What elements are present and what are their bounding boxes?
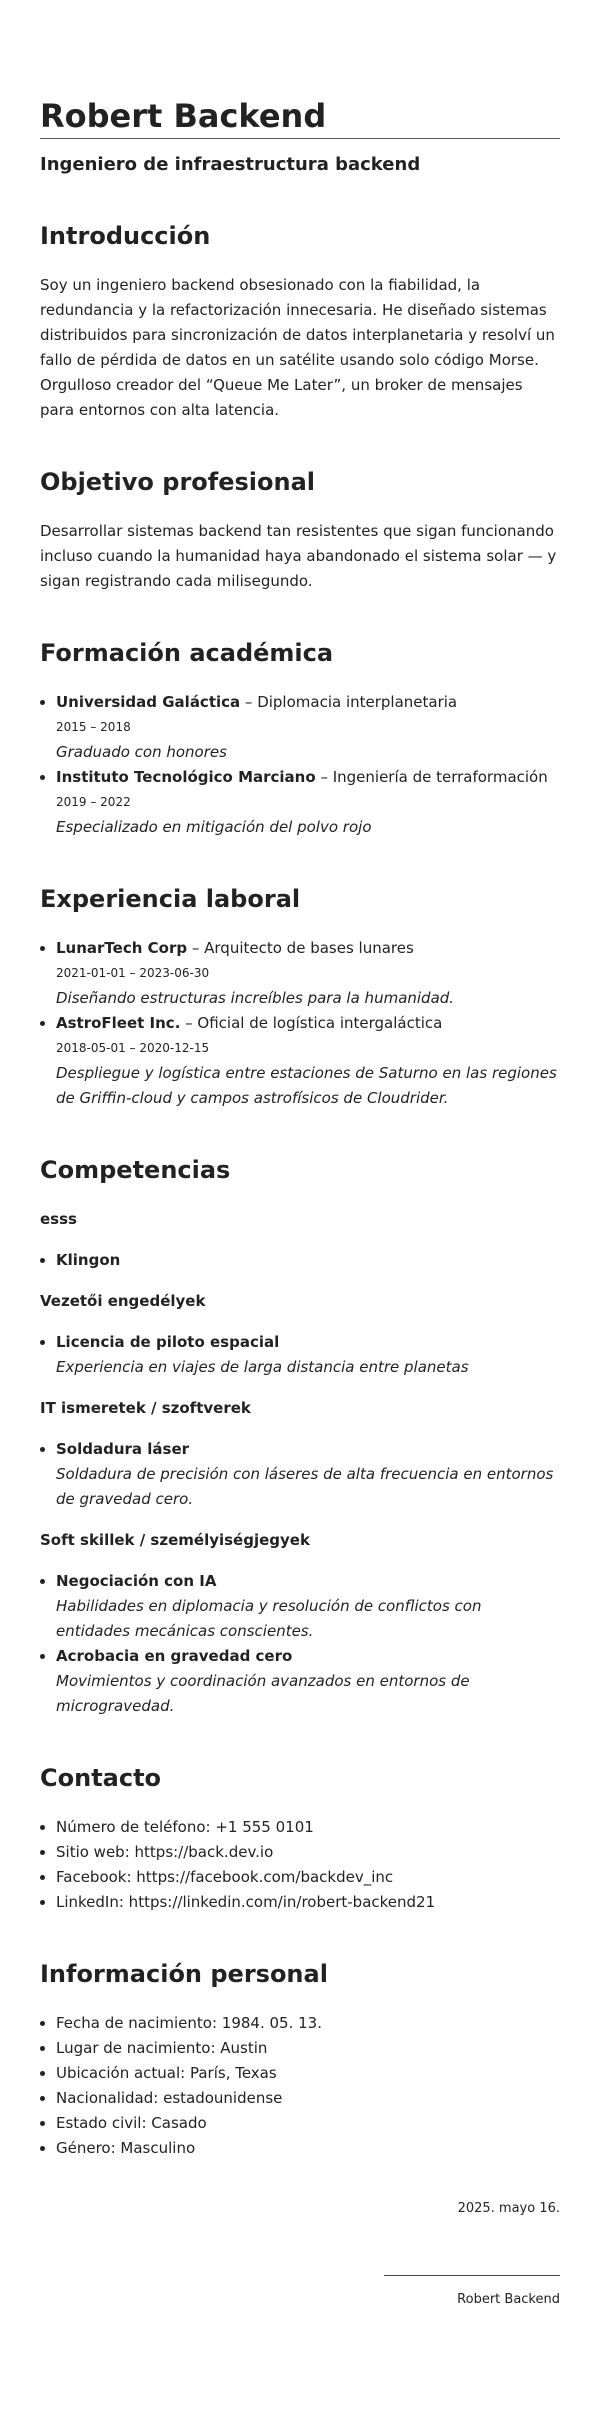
experience-company: LunarTech Corp <box>56 939 188 957</box>
experience-item <box>56 936 560 1011</box>
contact-facebook: • Facebook: https://facebook.com/backdev_inc <box>56 1865 560 1890</box>
contact-title: Contacto <box>40 1764 162 1792</box>
contact-website: • Sitio web: https://back.dev.io <box>56 1840 560 1865</box>
signature-line <box>384 2275 560 2276</box>
skill-description: Movimientos y coordinación avanzados en entornos de microgravedad. <box>56 1672 470 1715</box>
contact-section <box>40 1763 560 1915</box>
skill-name: Soldadura láser <box>56 1440 190 1458</box>
personal-marital-status: • Estado civil: Casado <box>56 2111 560 2136</box>
skill-item <box>56 1330 560 1380</box>
skill-description: Habilidades en diplomacia y resolución de conflictos con entidades mecánicas conscientes. <box>56 1597 482 1640</box>
personal-birthplace: • Lugar de nacimiento: Austin <box>56 2036 560 2061</box>
candidate-name: Robert Backend <box>40 97 327 135</box>
skill-group-title: Vezetői engedélyek <box>40 1292 206 1310</box>
skill-item <box>56 1644 560 1719</box>
education-institution: Instituto Tecnológico Marciano <box>56 768 316 786</box>
skill-list <box>40 1569 560 1719</box>
skill-item <box>56 1569 560 1644</box>
skill-name: Klingon <box>56 1251 121 1269</box>
skill-name: Negociación con IA <box>56 1572 217 1590</box>
personal-title: Información personal <box>40 1960 328 1988</box>
intro-title: Introducción <box>40 222 211 250</box>
contact-linkedin: • LinkedIn: https://linkedin.com/in/robert-backend21 <box>56 1890 560 1915</box>
candidate-subtitle: Ingeniero de infraestructura backend <box>40 154 421 175</box>
intro-text: Soy un ingeniero backend obsesionado con la fiabilidad, la redundancia y la refactorización innecesaria. He diseñado sistemas distribuidos para sincronización de datos interplanetaria y resolví un fallo de pérdida de datos en un satélite usando solo código Morse. Orgulloso creador del “Queue Me Later”, un broker de mensajes para entornos con alta latencia. <box>40 276 555 419</box>
skill-item <box>56 1437 560 1512</box>
experience-company: AstroFleet Inc. <box>56 1014 181 1032</box>
contact-list <box>40 1815 560 1915</box>
education-note: Especializado en mitigación del polvo rojo <box>56 818 372 836</box>
skill-list <box>40 1437 560 1512</box>
personal-list <box>40 2011 560 2161</box>
education-section <box>40 638 560 840</box>
education-item <box>56 690 560 765</box>
skill-group-title: Soft skillek / személyiségjegyek <box>40 1531 310 1549</box>
contact-phone: • Número de teléfono: +1 555 0101 <box>56 1815 560 1840</box>
skills-section <box>40 1155 560 1719</box>
experience-title: Experiencia laboral <box>40 885 301 913</box>
skill-name: Acrobacia en gravedad cero <box>56 1647 293 1665</box>
personal-location: • Ubicación actual: París, Texas <box>56 2061 560 2086</box>
skill-list <box>40 1248 560 1273</box>
experience-item <box>56 1011 560 1111</box>
experience-dates: 2018-05-01 – 2020-12-15 <box>56 1041 210 1055</box>
objective-title: Objetivo profesional <box>40 468 316 496</box>
education-dates: 2019 – 2022 <box>56 795 131 809</box>
experience-role: – Arquitecto de bases lunares <box>187 939 414 957</box>
skill-description: Experiencia en viajes de larga distancia entre planetas <box>56 1358 469 1376</box>
education-note: Graduado con honores <box>56 743 227 761</box>
experience-note: Despliegue y logística entre estaciones de Saturno en las regiones de Griffin-cloud y campos astrofísicos de Cloudrider. <box>56 1064 557 1107</box>
education-list <box>40 690 560 840</box>
objective-text: Desarrollar sistemas backend tan resistentes que sigan funcionando incluso cuando la humanidad haya abandonado el sistema solar — y sigan registrando cada milisegundo. <box>40 522 557 590</box>
skill-item <box>56 1248 560 1273</box>
experience-note: Diseñando estructuras increíbles para la humanidad. <box>56 989 455 1007</box>
experience-role: – Oficial de logística intergaláctica <box>180 1014 443 1032</box>
skill-group-title: IT ismeretek / szoftverek <box>40 1399 251 1417</box>
education-institution: Universidad Galáctica <box>56 693 241 711</box>
skills-title: Competencias <box>40 1156 231 1184</box>
skill-name: Licencia de piloto espacial <box>56 1333 280 1351</box>
experience-section <box>40 884 560 1111</box>
personal-gender: • Género: Masculino <box>56 2136 560 2161</box>
education-degree: – Diplomacia interplanetaria <box>240 693 458 711</box>
education-title: Formación académica <box>40 639 334 667</box>
education-dates: 2015 – 2018 <box>56 720 131 734</box>
skill-description: Soldadura de precisión con láseres de alta frecuencia en entornos de gravedad cero. <box>56 1465 554 1508</box>
education-degree: – Ingeniería de terraformación <box>315 768 548 786</box>
education-item <box>56 765 560 840</box>
objective-section <box>40 467 560 594</box>
signature-name: Robert Backend <box>457 2292 560 2307</box>
personal-nationality: • Nacionalidad: estadounidense <box>56 2086 560 2111</box>
experience-dates: 2021-01-01 – 2023-06-30 <box>56 966 210 980</box>
skill-group-title: esss <box>40 1210 77 1228</box>
personal-birthdate: • Fecha de nacimiento: 1984. 05. 13. <box>56 2011 560 2036</box>
name-divider <box>40 138 560 139</box>
intro-section <box>40 221 560 423</box>
experience-list <box>40 936 560 1111</box>
personal-section <box>40 1959 560 2161</box>
skill-list <box>40 1330 560 1380</box>
signature-date: 2025. mayo 16. <box>457 2201 560 2216</box>
